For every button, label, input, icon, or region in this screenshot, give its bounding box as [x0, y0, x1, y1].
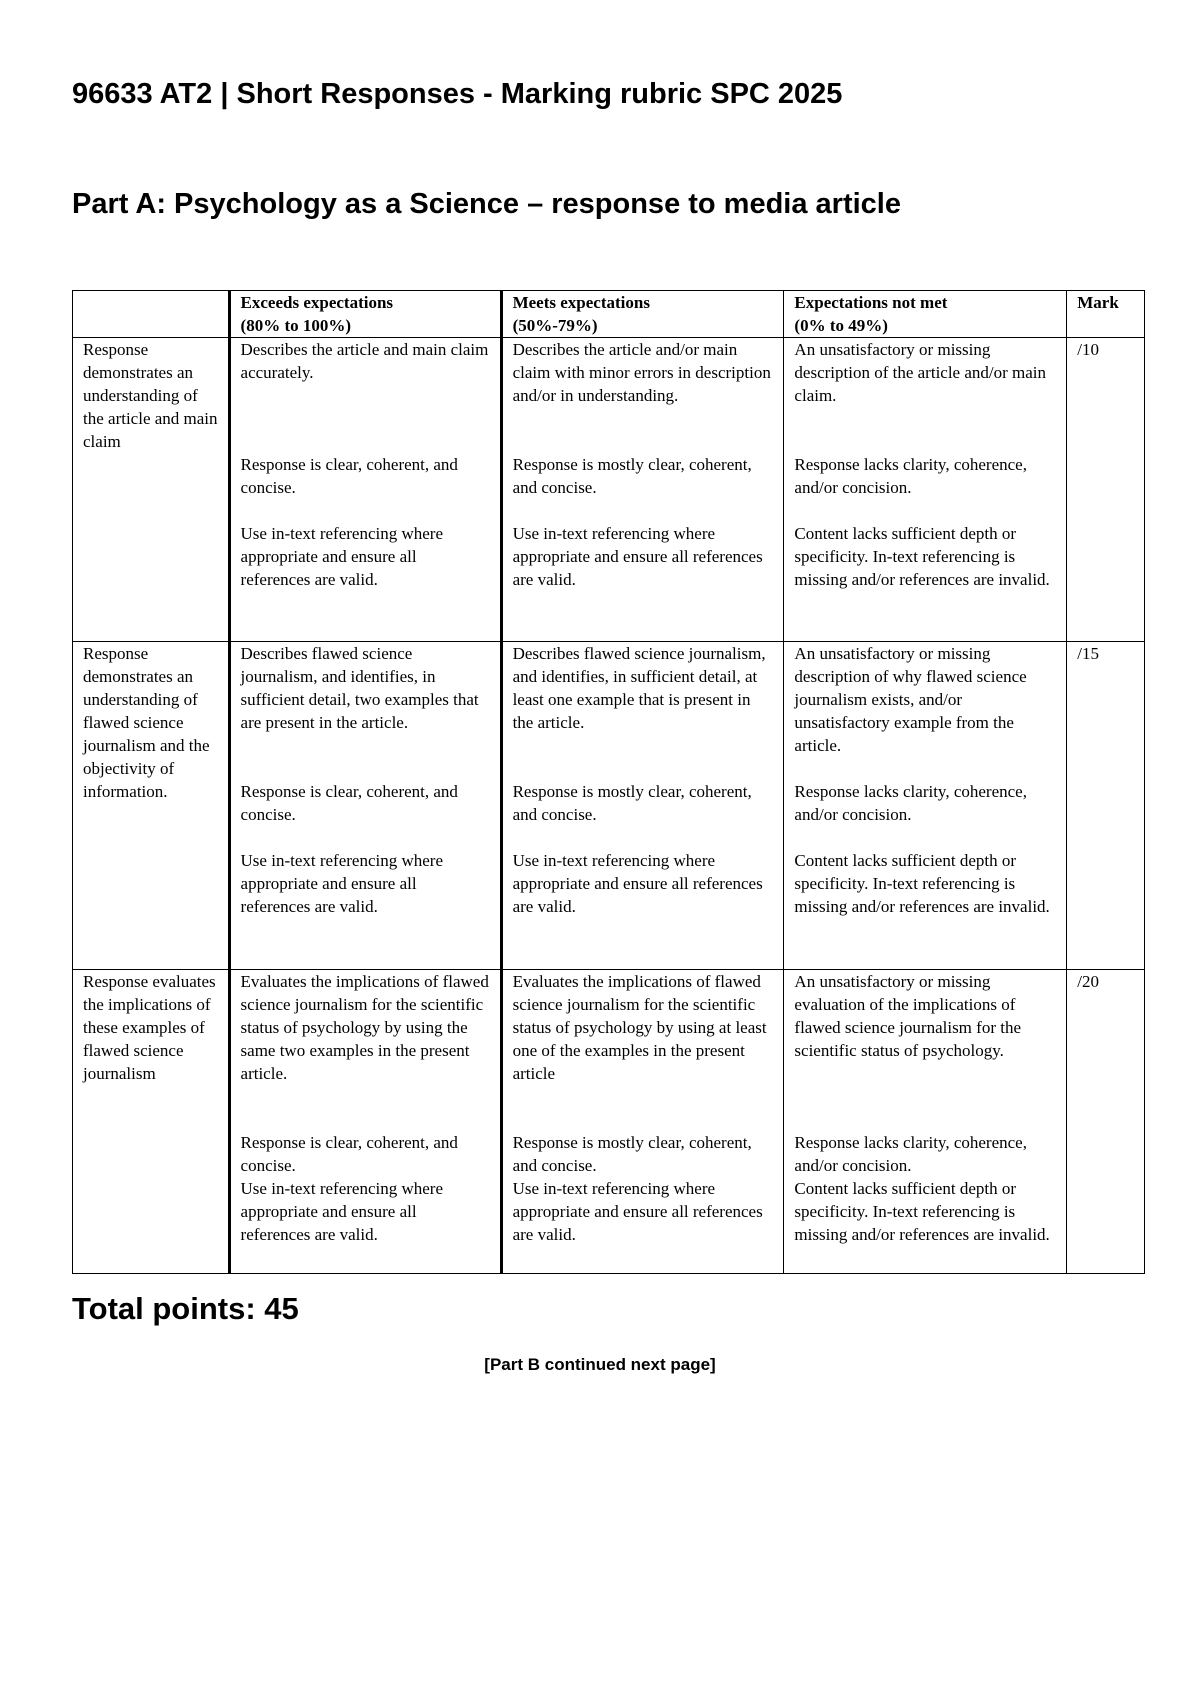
- exceeds-referencing: Use in-text referencing where appropriate and ensure all references are valid.: [240, 851, 444, 916]
- continued-note: [Part B continued next page]: [484, 1355, 716, 1374]
- meets-cell: [501, 970, 784, 1274]
- not-met-header-range: (0% to 49%): [794, 316, 888, 335]
- exceeds-cell: [229, 642, 501, 970]
- rubric-row-article-understanding: [73, 338, 1145, 642]
- exceeds-clarity: Response is clear, coherent, and concise.: [240, 455, 458, 497]
- criterion-cell: Response demonstrates an understanding of flawed science journalism and the objectivity of information.: [73, 642, 230, 970]
- not-met-cell: [784, 970, 1067, 1274]
- exceeds-descriptor: Evaluates the implications of flawed science journalism for the scientific status of psychology by using the same two examples in the present article.: [240, 972, 489, 1083]
- not-met-clarity: Response lacks clarity, coherence, and/or concision.: [794, 455, 1027, 497]
- not-met-header: [784, 291, 1067, 338]
- not-met-referencing: Content lacks sufficient depth or specificity. In-text referencing is missing and/or references are invalid.: [794, 1179, 1050, 1244]
- exceeds-header-range: (80% to 100%): [240, 316, 352, 335]
- meets-referencing: Use in-text referencing where appropriate and ensure all references are valid.: [512, 851, 763, 916]
- exceeds-expectations-header: [229, 291, 501, 338]
- rubric-header-row: [73, 291, 1145, 338]
- not-met-clarity: Response lacks clarity, coherence, and/or concision.: [794, 782, 1027, 824]
- mark-cell: /10: [1067, 338, 1145, 642]
- not-met-descriptor: An unsatisfactory or missing evaluation of the implications of flawed science journalism for the scientific status of psychology.: [794, 972, 1021, 1060]
- document-title: 96633 AT2 | Short Responses - Marking rubric SPC 2025: [72, 78, 843, 110]
- meets-descriptor: Describes the article and/or main claim with minor errors in description and/or in understanding.: [512, 340, 771, 405]
- exceeds-clarity: Response is clear, coherent, and concise.: [240, 782, 458, 824]
- exceeds-descriptor: Describes the article and main claim accurately.: [240, 340, 489, 382]
- meets-clarity: Response is mostly clear, coherent, and concise.: [512, 1133, 752, 1175]
- meets-descriptor: Evaluates the implications of flawed science journalism for the scientific status of psychology by using at least one of the examples in the present article: [512, 972, 767, 1083]
- rubric-row-flawed-journalism: [73, 642, 1145, 970]
- mark-header: [1067, 291, 1145, 338]
- exceeds-referencing: Use in-text referencing where appropriate and ensure all references are valid.: [240, 1179, 444, 1244]
- exceeds-cell: [229, 970, 501, 1274]
- rubric-row-implications: [73, 970, 1145, 1274]
- total-points: Total points: 45: [72, 1291, 299, 1326]
- exceeds-descriptor: Describes flawed science journalism, and identifies, in sufficient detail, two examples that are present in the article.: [240, 644, 479, 732]
- not-met-header-label: Expectations not met: [794, 293, 948, 312]
- exceeds-cell: [229, 338, 501, 642]
- meets-expectations-header: [501, 291, 784, 338]
- meets-cell: [501, 338, 784, 642]
- meets-referencing: Use in-text referencing where appropriate and ensure all references are valid.: [512, 524, 763, 589]
- meets-descriptor: Describes flawed science journalism, and identifies, in sufficient detail, at least one example that is present in the article.: [512, 644, 766, 732]
- meets-clarity: Response is mostly clear, coherent, and concise.: [512, 782, 752, 824]
- not-met-cell: [784, 338, 1067, 642]
- not-met-descriptor: An unsatisfactory or missing description of why flawed science journalism exists, and/or unsatisfactory example from the article.: [794, 644, 1027, 755]
- exceeds-referencing: Use in-text referencing where appropriate and ensure all references are valid.: [240, 524, 444, 589]
- exceeds-clarity: Response is clear, coherent, and concise.: [240, 1133, 458, 1175]
- mark-cell: /20: [1067, 970, 1145, 1274]
- not-met-referencing: Content lacks sufficient depth or specificity. In-text referencing is missing and/or references are invalid.: [794, 524, 1050, 589]
- criterion-cell: Response demonstrates an understanding of the article and main claim: [73, 338, 230, 642]
- meets-referencing: Use in-text referencing where appropriate and ensure all references are valid.: [512, 1179, 763, 1244]
- meets-clarity: Response is mostly clear, coherent, and concise.: [512, 455, 752, 497]
- criterion-cell: Response evaluates the implications of these examples of flawed science journalism: [73, 970, 230, 1274]
- not-met-clarity: Response lacks clarity, coherence, and/or concision.: [794, 1133, 1027, 1175]
- meets-header-label: Meets expectations: [512, 293, 650, 312]
- exceeds-header-label: Exceeds expectations: [240, 293, 394, 312]
- mark-cell: /15: [1067, 642, 1145, 970]
- criterion-header: [73, 291, 230, 338]
- part-a-heading: Part A: Psychology as a Science – response to media article: [72, 188, 901, 220]
- meets-header-range: (50%-79%): [512, 316, 598, 335]
- not-met-descriptor: An unsatisfactory or missing description of the article and/or main claim.: [794, 340, 1047, 405]
- not-met-cell: [784, 642, 1067, 970]
- marking-rubric-table: [72, 290, 1145, 1274]
- mark-header-label: Mark: [1077, 293, 1119, 312]
- not-met-referencing: Content lacks sufficient depth or specificity. In-text referencing is missing and/or references are invalid.: [794, 851, 1050, 916]
- meets-cell: [501, 642, 784, 970]
